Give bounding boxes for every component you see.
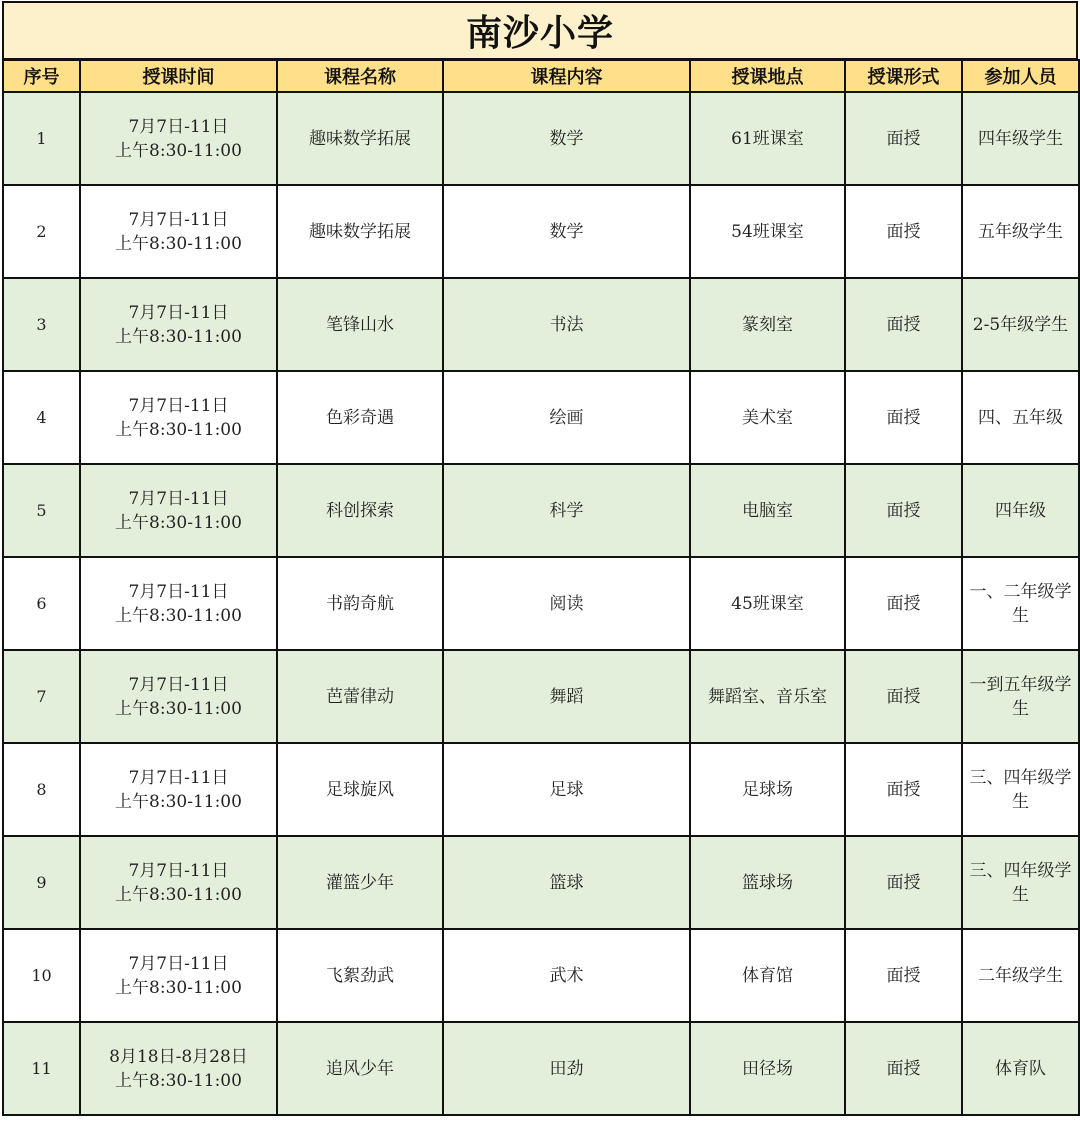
table-row (3, 464, 1079, 557)
cell-format: 面授 (845, 185, 962, 278)
cell-format: 面授 (845, 557, 962, 650)
cell-time (80, 743, 277, 836)
cell-location: 61班课室 (690, 92, 845, 185)
cell-format: 面授 (845, 92, 962, 185)
table-row (3, 1022, 1079, 1115)
cell-no: 3 (3, 278, 80, 371)
cell-no: 5 (3, 464, 80, 557)
cell-format: 面授 (845, 929, 962, 1022)
cell-course-name: 科创探索 (277, 464, 443, 557)
table-row (3, 92, 1079, 185)
header-participants: 参加人员 (962, 60, 1079, 92)
cell-course-content: 数学 (443, 185, 690, 278)
cell-time (80, 557, 277, 650)
time-hours: 上午8:30-11:00 (115, 977, 242, 998)
header-location: 授课地点 (690, 60, 845, 92)
cell-no: 1 (3, 92, 80, 185)
cell-course-name: 飞絮劲武 (277, 929, 443, 1022)
cell-time (80, 650, 277, 743)
header-course-name: 课程名称 (277, 60, 443, 92)
table-row (3, 929, 1079, 1022)
time-dates: 7月7日-11日 (128, 116, 229, 137)
cell-participants: 五年级学生 (962, 185, 1079, 278)
cell-course-content: 足球 (443, 743, 690, 836)
header-format: 授课形式 (845, 60, 962, 92)
cell-participants: 四、五年级 (962, 371, 1079, 464)
time-dates: 7月7日-11日 (128, 674, 229, 695)
cell-course-name: 书韵奇航 (277, 557, 443, 650)
cell-location: 舞蹈室、音乐室 (690, 650, 845, 743)
cell-course-name: 足球旋风 (277, 743, 443, 836)
cell-no: 7 (3, 650, 80, 743)
table-row (3, 371, 1079, 464)
table-row (3, 650, 1079, 743)
table-row (3, 278, 1079, 371)
table-row (3, 557, 1079, 650)
cell-participants: 二年级学生 (962, 929, 1079, 1022)
cell-no: 11 (3, 1022, 80, 1115)
cell-course-content: 篮球 (443, 836, 690, 929)
cell-location: 田径场 (690, 1022, 845, 1115)
time-dates: 7月7日-11日 (128, 860, 229, 881)
time-hours: 上午8:30-11:00 (115, 791, 242, 812)
cell-time (80, 464, 277, 557)
time-dates: 8月18日-8月28日 (109, 1046, 248, 1067)
cell-participants: 三、四年级学生 (962, 743, 1079, 836)
time-hours: 上午8:30-11:00 (115, 326, 242, 347)
table-row (3, 743, 1079, 836)
cell-time (80, 278, 277, 371)
time-hours: 上午8:30-11:00 (115, 419, 242, 440)
cell-format: 面授 (845, 650, 962, 743)
cell-course-content: 数学 (443, 92, 690, 185)
cell-course-content: 舞蹈 (443, 650, 690, 743)
cell-participants: 一到五年级学生 (962, 650, 1079, 743)
cell-participants: 四年级学生 (962, 92, 1079, 185)
cell-location: 篆刻室 (690, 278, 845, 371)
cell-course-content: 阅读 (443, 557, 690, 650)
time-dates: 7月7日-11日 (128, 488, 229, 509)
time-hours: 上午8:30-11:00 (115, 884, 242, 905)
cell-time (80, 1022, 277, 1115)
time-hours: 上午8:30-11:00 (115, 233, 242, 254)
table-row (3, 836, 1079, 929)
time-hours: 上午8:30-11:00 (115, 605, 242, 626)
cell-course-name: 灌篮少年 (277, 836, 443, 929)
cell-time (80, 929, 277, 1022)
course-table (2, 59, 1080, 1116)
cell-format: 面授 (845, 1022, 962, 1115)
cell-participants: 体育队 (962, 1022, 1079, 1115)
cell-course-name: 趣味数学拓展 (277, 92, 443, 185)
cell-no: 8 (3, 743, 80, 836)
header-course-content: 课程内容 (443, 60, 690, 92)
cell-location: 美术室 (690, 371, 845, 464)
cell-time (80, 371, 277, 464)
schedule-sheet (2, 1, 1078, 1116)
cell-course-name: 追风少年 (277, 1022, 443, 1115)
cell-participants: 四年级 (962, 464, 1079, 557)
header-no: 序号 (3, 60, 80, 92)
cell-course-name: 芭蕾律动 (277, 650, 443, 743)
cell-format: 面授 (845, 743, 962, 836)
cell-course-content: 武术 (443, 929, 690, 1022)
time-hours: 上午8:30-11:00 (115, 512, 242, 533)
cell-location: 足球场 (690, 743, 845, 836)
cell-course-name: 色彩奇遇 (277, 371, 443, 464)
table-body (3, 92, 1079, 1115)
time-dates: 7月7日-11日 (128, 767, 229, 788)
cell-no: 6 (3, 557, 80, 650)
cell-location: 体育馆 (690, 929, 845, 1022)
cell-time (80, 836, 277, 929)
time-dates: 7月7日-11日 (128, 953, 229, 974)
cell-location: 电脑室 (690, 464, 845, 557)
cell-no: 10 (3, 929, 80, 1022)
cell-time (80, 92, 277, 185)
cell-format: 面授 (845, 371, 962, 464)
table-row (3, 185, 1079, 278)
time-dates: 7月7日-11日 (128, 395, 229, 416)
time-hours: 上午8:30-11:00 (115, 1070, 242, 1091)
cell-course-name: 趣味数学拓展 (277, 185, 443, 278)
cell-participants: 三、四年级学生 (962, 836, 1079, 929)
header-row (3, 60, 1079, 92)
time-dates: 7月7日-11日 (128, 581, 229, 602)
cell-format: 面授 (845, 836, 962, 929)
cell-course-content: 田劲 (443, 1022, 690, 1115)
cell-location: 54班课室 (690, 185, 845, 278)
cell-location: 篮球场 (690, 836, 845, 929)
cell-course-name: 笔锋山水 (277, 278, 443, 371)
school-title: 南沙小学 (2, 1, 1078, 59)
cell-no: 2 (3, 185, 80, 278)
time-dates: 7月7日-11日 (128, 302, 229, 323)
cell-course-content: 科学 (443, 464, 690, 557)
header-time: 授课时间 (80, 60, 277, 92)
cell-participants: 一、二年级学生 (962, 557, 1079, 650)
cell-location: 45班课室 (690, 557, 845, 650)
cell-no: 9 (3, 836, 80, 929)
cell-time (80, 185, 277, 278)
cell-course-content: 绘画 (443, 371, 690, 464)
cell-no: 4 (3, 371, 80, 464)
time-hours: 上午8:30-11:00 (115, 698, 242, 719)
time-hours: 上午8:30-11:00 (115, 140, 242, 161)
time-dates: 7月7日-11日 (128, 209, 229, 230)
cell-course-content: 书法 (443, 278, 690, 371)
cell-format: 面授 (845, 278, 962, 371)
cell-format: 面授 (845, 464, 962, 557)
cell-participants: 2-5年级学生 (962, 278, 1079, 371)
